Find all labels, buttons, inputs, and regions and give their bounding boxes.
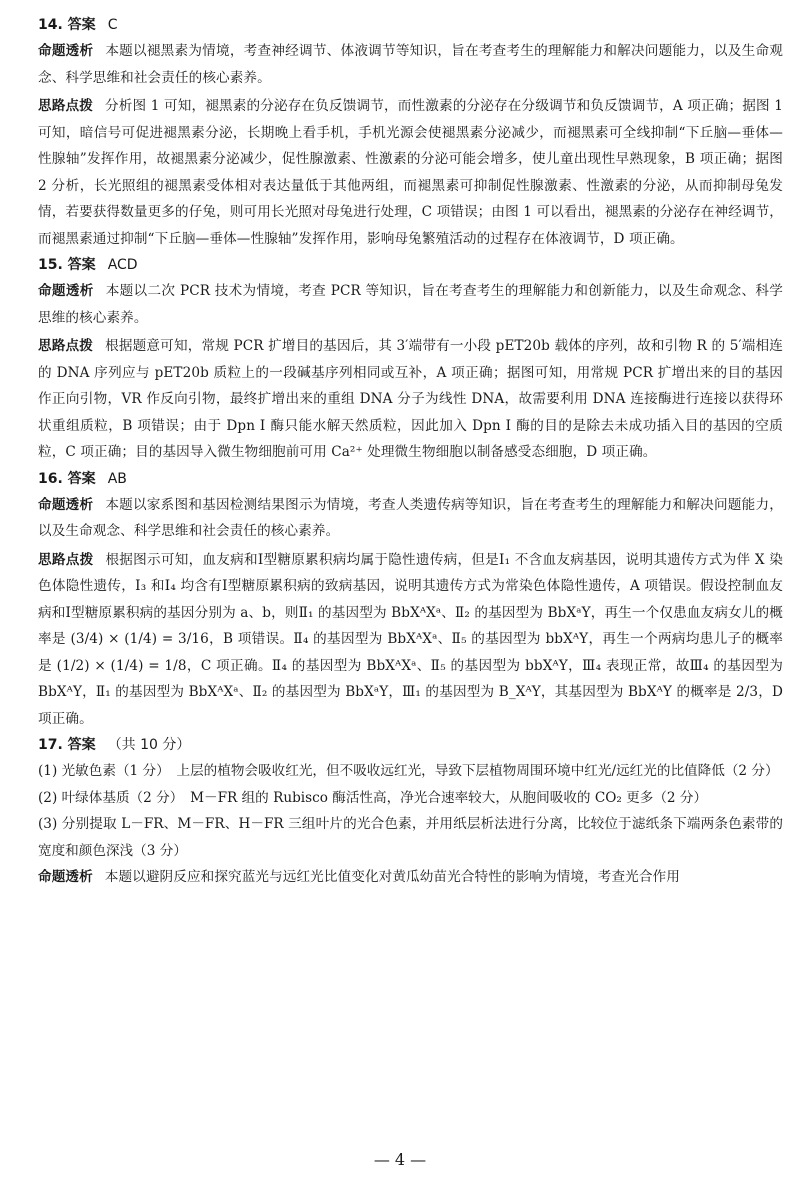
q14-analysis-text: 分析图 1 可知，褪黑素的分泌存在负反馈调节，而性激素的分泌存在分级调节和负反馈调节，A 项正确；据图 1 可知，暗信号可促进褪黑素分泌，长期晚上看手机，手机光源会使褪黑素分泌减少，而褪黑素可全线抑制“下丘脑—垂体—性腺轴”发挥作用，故褪黑素分泌减少，促性腺激素、性激素的分泌可能会增多，使儿童出现性早熟现象，B 项正确；据图 2 分析，长光照组的褪黑素受体相对表达量低于其他两组，而褪黑素可抑制促性腺激素、性激素的分泌，从而抑制母兔发情，若要获得数量更多的仔兔，则可用长光照对母兔进行处理，C 项错误；由图 1 可以看出，褪黑素的分泌存在神经调节，而褪黑素通过抑制“下丘脑—垂体—性腺轴”发挥作用，影响母兔繁殖活动的过程存在体液调节，D 项正确。 (38, 98, 783, 247)
q17-intent-tag: 命题透析 (38, 869, 93, 885)
q15-answer-label: 15. 答案 (38, 257, 96, 273)
q15-analysis-text: 根据题意可知，常规 PCR 扩增目的基因后，其 3′端带有一小段 pET20b 载体的序列，故和引物 R 的 5′端相连的 DNA 序列应与 pET20b 质粒上的一段碱基序列相同或互补，A 项正确；据图可知，用常规 PCR 扩增出来的目的基因作正向引物，VR 作反向引物，最终扩增出来的重组 DNA 分子为线性 DNA，故需要利用 DNA 连接酶进行连接以获得环状重组质粒，B 项错误；由于 Dpn Ⅰ 酶只能水解天然质粒，因此加入 Dpn Ⅰ 酶的目的是除去未成功插入目的基因的空质粒，C 项正确；目的基因导入微生物细胞前可用 Ca²⁺ 处理微生物细胞以制备感受态细胞，D 项正确。 (38, 338, 784, 460)
q14-intent-tag: 命题透析 (38, 43, 94, 59)
q16-answer-value: AB (107, 470, 127, 487)
q16-analysis-text: 根据图示可知，血友病和Ⅰ型糖原累积病均属于隐性遗传病，但是Ⅰ₁ 不含血友病基因，说明其遗传方式为伴 X 染色体隐性遗传，Ⅰ₃ 和Ⅰ₄ 均含有Ⅰ型糖原累积病的致病基因，说明其遗传方式为常染色体隐性遗传，A 项错误。假设控制血友病和Ⅰ型糖原累积病的基因分别为 a、b，则Ⅱ₁ 的基因型为 BbXᴬXᵃ、Ⅱ₂ 的基因型为 BbXᵃY，再生一个仅患血友病女儿的概率是 (3/4) × (1/4) = 3/16，B 项错误。Ⅱ₄ 的基因型为 BbXᴬXᵃ、Ⅱ₅ 的基因型为 bbXᴬY，再生一个两病均患儿子的概率是 (1/2) × (1/4) = 1/8，C 项正确。Ⅱ₄ 的基因型为 BbXᴬXᵃ、Ⅱ₅ 的基因型为 bbXᴬY，Ⅲ₄ 表现正常，故Ⅲ₄ 的基因型为 BbXᴬY，Ⅱ₁ 的基因型为 BbXᴬXᵃ、Ⅱ₂ 的基因型为 BbXᵃY，Ⅲ₁ 的基因型为 B_XᴬY，其基因型为 BbXᴬY 的概率是 2/3，D 项正确。 (38, 551, 784, 727)
page-number: — 4 — (373, 1150, 427, 1169)
answer-page (38, 14, 783, 893)
q16-intent-text: 本题以家系图和基因检测结果图示为情境，考查人类遗传病等知识，旨在考查考生的理解能力和解决问题能力，以及生命观念、科学思维和社会责任的核心素养。 (38, 496, 783, 539)
q15-intent-tag: 命题透析 (38, 283, 94, 299)
q14-answer-label: 14. 答案 (38, 17, 96, 33)
q16-analysis-tag: 思路点拨 (38, 551, 94, 568)
q17-item-2: (2) 叶绿体基质（2 分） M－FR 组的 Rubisco 酶活性高，净光合速率较大，从胞间吸收的 CO₂ 更多（2 分） (38, 789, 708, 806)
q14-analysis (38, 93, 783, 252)
q15-intent-text: 本题以二次 PCR 技术为情境，考查 PCR 等知识，旨在考查考生的理解能力和创新能力，以及生命观念、科学思维的核心素养。 (38, 283, 783, 326)
q17-answer (38, 734, 783, 756)
q14-intent (38, 38, 783, 91)
q17-answer-label: 17. 答案 (38, 737, 96, 753)
q14-answer (38, 14, 783, 36)
q16-answer-label: 16. 答案 (38, 470, 96, 487)
q15-answer-value: ACD (107, 257, 138, 273)
q16-intent-tag: 命题透析 (38, 496, 94, 513)
q15-answer (38, 254, 783, 276)
q16-intent (38, 492, 783, 545)
q14-intent-text: 本题以褪黑素为情境，考查神经调节、体液调节等知识，旨在考查考生的理解能力和解决问题能力，以及生命观念、科学思维和社会责任的核心素养。 (38, 43, 783, 86)
q16-answer (38, 468, 783, 490)
q14-analysis-tag: 思路点拨 (38, 98, 94, 114)
q14-answer-value: C (107, 17, 118, 33)
q17-intent (38, 864, 783, 891)
q15-analysis-tag: 思路点拨 (38, 338, 94, 354)
q17-item-3: (3) 分别提取 L－FR、M－FR、H－FR 三组叶片的光合色素，并用纸层析法进行分离，比较位于滤纸条下端两条色素带的宽度和颜色深浅（3 分） (38, 816, 783, 859)
q17-answer-value: （共 10 分） (107, 737, 191, 753)
q17-intent-text: 本题以避阴反应和探究蓝光与远红光比值变化对黄瓜幼苗光合特性的影响为情境，考查光合作用 (104, 869, 680, 885)
q15-intent (38, 278, 783, 331)
q15-analysis (38, 333, 783, 466)
q16-analysis (38, 547, 783, 733)
q17-item-1: (1) 光敏色素（1 分） 上层的植物会吸收红光，但不吸收远红光，导致下层植物周围环境中红光/远红光的比值降低（2 分） (38, 763, 779, 779)
